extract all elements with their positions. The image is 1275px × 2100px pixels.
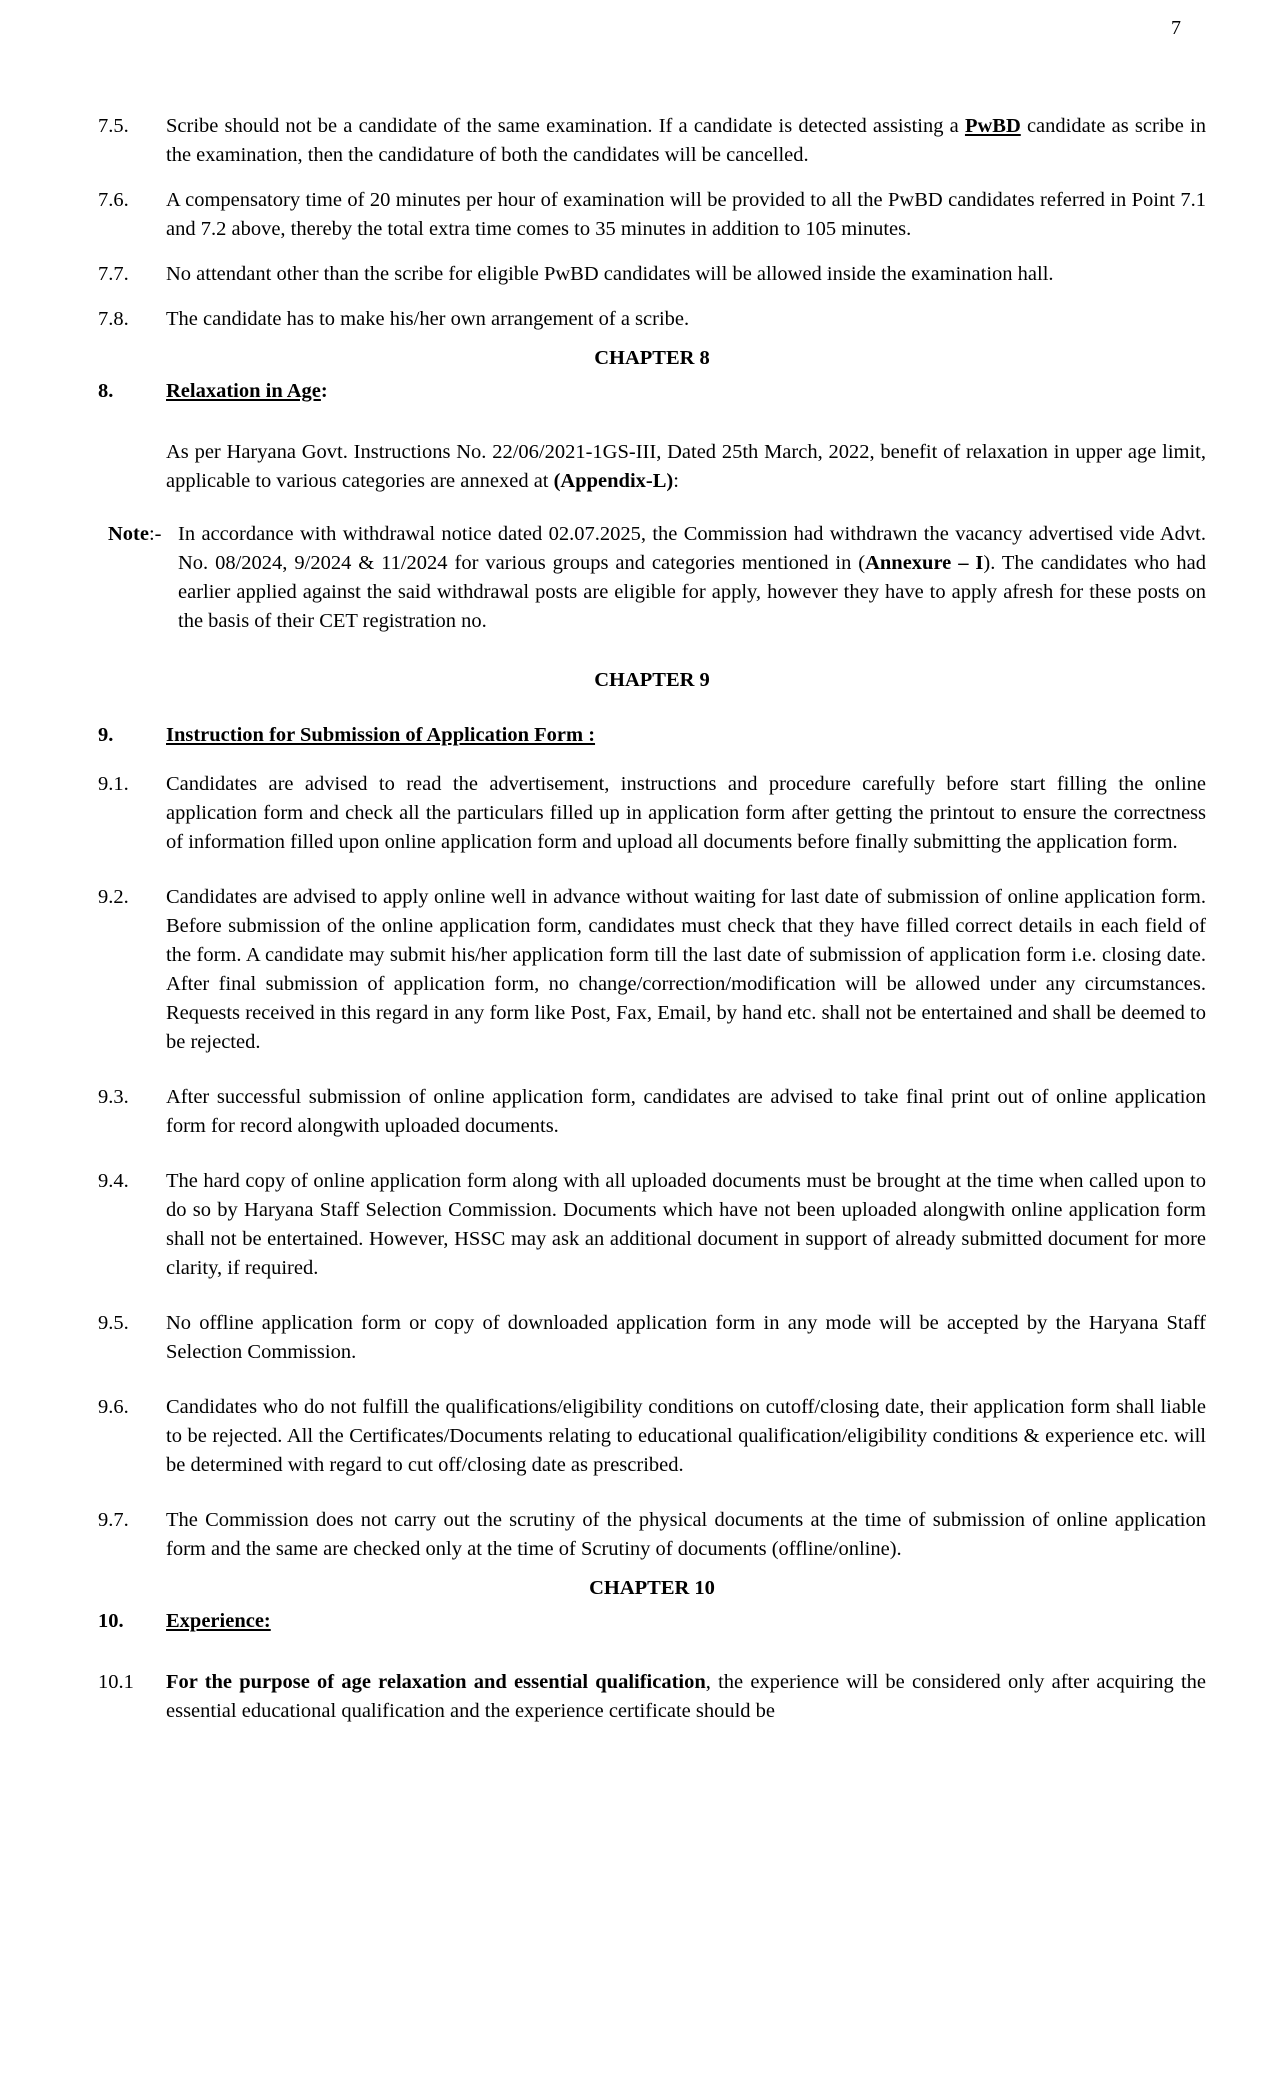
section-title-suffix: : bbox=[320, 380, 328, 402]
section-title bbox=[166, 377, 1206, 406]
clause-text: Candidates who do not fulfill the qualifications/eligibility conditions on cutoff/closing date, their application form shall liable to be rejected. All the Certificates/Documents relating to educational qualification/eligibility conditions & experience etc. will be determined with regard to cut off/closing date as prescribed. bbox=[166, 1396, 1206, 1476]
note-text-emphasis: Annexure – I bbox=[865, 552, 984, 574]
section-9-heading bbox=[98, 721, 1206, 750]
clause-text-rest: , the experience will be considered only after acquiring the essential educational qualification and the experience certificate should be bbox=[166, 1671, 1207, 1722]
note-label-suffix: :- bbox=[148, 523, 162, 545]
section-10-heading bbox=[98, 1607, 1206, 1636]
section-title bbox=[166, 721, 1206, 750]
section-title-text: Relaxation in Age bbox=[166, 380, 321, 402]
clause-text: The candidate has to make his/her own arrangement of a scribe. bbox=[166, 308, 690, 330]
clause-9-7 bbox=[98, 1506, 1206, 1564]
clause-number: 7.7. bbox=[98, 263, 129, 285]
chapter-8-heading: CHAPTER 8 bbox=[594, 347, 710, 369]
paragraph-post: : bbox=[673, 470, 679, 492]
clause-9-2 bbox=[98, 883, 1206, 1057]
section-title-text: Instruction for Submission of Application Form : bbox=[166, 724, 596, 746]
clause-text bbox=[166, 112, 1206, 170]
section-number: 8. bbox=[98, 380, 114, 402]
note-text bbox=[178, 520, 1206, 636]
clause-text: The Commission does not carry out the scrutiny of the physical documents at the time of submission of online application form and the same are checked only at the time of Scrutiny of documents (offline/online). bbox=[166, 1509, 1206, 1560]
paragraph-pre: As per Haryana Govt. Instructions No. 22/06/2021-1GS-III, Dated 25th March, 2022, benefit of relaxation in upper age limit, applicable to various categories are annexed at bbox=[166, 441, 1206, 492]
clause-9-3 bbox=[98, 1083, 1206, 1141]
chapter-10-heading: CHAPTER 10 bbox=[589, 1577, 715, 1599]
chapter-8-note bbox=[98, 520, 1206, 636]
clause-text: No offline application form or copy of downloaded application form in any mode will be accepted by the Haryana Staff Selection Commission. bbox=[166, 1312, 1206, 1363]
clause-number: 7.8. bbox=[98, 308, 129, 330]
clause-text: Candidates are advised to read the advertisement, instructions and procedure carefully before start filling the online application form and check all the particulars filled up in application form after getting the printout to ensure the correctness of information filled upon online application form and upload all documents before finally submitting the application form. bbox=[166, 773, 1206, 853]
section-title-text: Experience: bbox=[166, 1610, 271, 1632]
clause-number: 9.2. bbox=[98, 886, 129, 908]
note-label-text: Note bbox=[108, 523, 149, 545]
clause-7-8 bbox=[98, 305, 1206, 334]
clause-number: 9.3. bbox=[98, 1086, 129, 1108]
clause-9-4 bbox=[98, 1167, 1206, 1283]
clause-number: 9.4. bbox=[98, 1170, 129, 1192]
section-8-heading bbox=[98, 377, 1206, 406]
note-text-pre: In accordance with withdrawal notice dated 02.07.2025, the Commission had withdrawn the vacancy advertised vide Advt. No. 08/2024, 9/2024 & 11/2024 for various groups and categories mentioned in ( bbox=[178, 523, 1206, 574]
clause-text: After successful submission of online application form, candidates are advised to take final print out of online application form for record alongwith uploaded documents. bbox=[166, 1086, 1206, 1137]
paragraph-emphasis: (Appendix-L) bbox=[553, 470, 674, 492]
clause-9-1 bbox=[98, 770, 1206, 857]
chapter-8-paragraph bbox=[166, 438, 1206, 496]
clause-number: 9.5. bbox=[98, 1312, 129, 1334]
clause-9-6 bbox=[98, 1393, 1206, 1480]
clause-10-1 bbox=[98, 1668, 1206, 1726]
clause-text-post: candidate as scribe in the examination, then the candidature of both the candidates will be cancelled. bbox=[166, 115, 1206, 166]
section-number: 10. bbox=[98, 1610, 124, 1632]
document-content bbox=[98, 112, 1206, 1742]
clause-7-6 bbox=[98, 186, 1206, 244]
clause-text: No attendant other than the scribe for eligible PwBD candidates will be allowed inside the examination hall. bbox=[166, 263, 1054, 285]
clause-number: 9.7. bbox=[98, 1509, 129, 1531]
clause-text: Candidates are advised to apply online well in advance without waiting for last date of submission of online application form. Before submission of the online application form, candidates must check that they have filled correct details in each field of the form. A candidate may submit his/her application form till the last date of submission of application form i.e. closing date. After final submission of application form, no change/correction/modification will be allowed under any circumstances. Requests received in this regard in any form like Post, Fax, Email, by hand etc. shall not be entertained and shall be deemed to be rejected. bbox=[166, 886, 1206, 1053]
clause-text: The hard copy of online application form along with all uploaded documents must be brought at the time when called upon to do so by Haryana Staff Selection Commission. Documents which have not been uploaded alongwith online application form shall not be entertained. However, HSSC may ask an additional document in support of already submitted document for more clarity, if required. bbox=[166, 1170, 1206, 1279]
clause-7-7 bbox=[98, 260, 1206, 289]
clause-text-emphasis: PwBD bbox=[964, 115, 1021, 137]
clause-9-5 bbox=[98, 1309, 1206, 1367]
note-label bbox=[98, 520, 178, 549]
clause-7-5 bbox=[98, 112, 1206, 170]
clause-number: 10.1 bbox=[98, 1671, 134, 1693]
note-text-post: ). The candidates who had earlier applied against the said withdrawal posts are eligible for apply, however they have to apply afresh for these posts on the basis of their CET registration no. bbox=[178, 552, 1206, 632]
clause-text: A compensatory time of 20 minutes per hour of examination will be provided to all the PwBD candidates referred in Point 7.1 and 7.2 above, thereby the total extra time comes to 35 minutes in addition to 105 minutes. bbox=[166, 189, 1206, 240]
section-title bbox=[166, 1607, 1206, 1636]
chapter-9-heading: CHAPTER 9 bbox=[594, 669, 710, 691]
clause-number: 9.6. bbox=[98, 1396, 129, 1418]
clause-text-emphasis: For the purpose of age relaxation and essential qualification bbox=[166, 1671, 706, 1693]
clause-text bbox=[166, 1668, 1206, 1726]
clause-number: 7.6. bbox=[98, 189, 129, 211]
clause-text-pre: Scribe should not be a candidate of the same examination. If a candidate is detected assisting a bbox=[166, 115, 965, 137]
page-number: 7 bbox=[1171, 17, 1181, 39]
clause-number: 9.1. bbox=[98, 773, 129, 795]
section-number: 9. bbox=[98, 724, 114, 746]
clause-number: 7.5. bbox=[98, 115, 129, 137]
